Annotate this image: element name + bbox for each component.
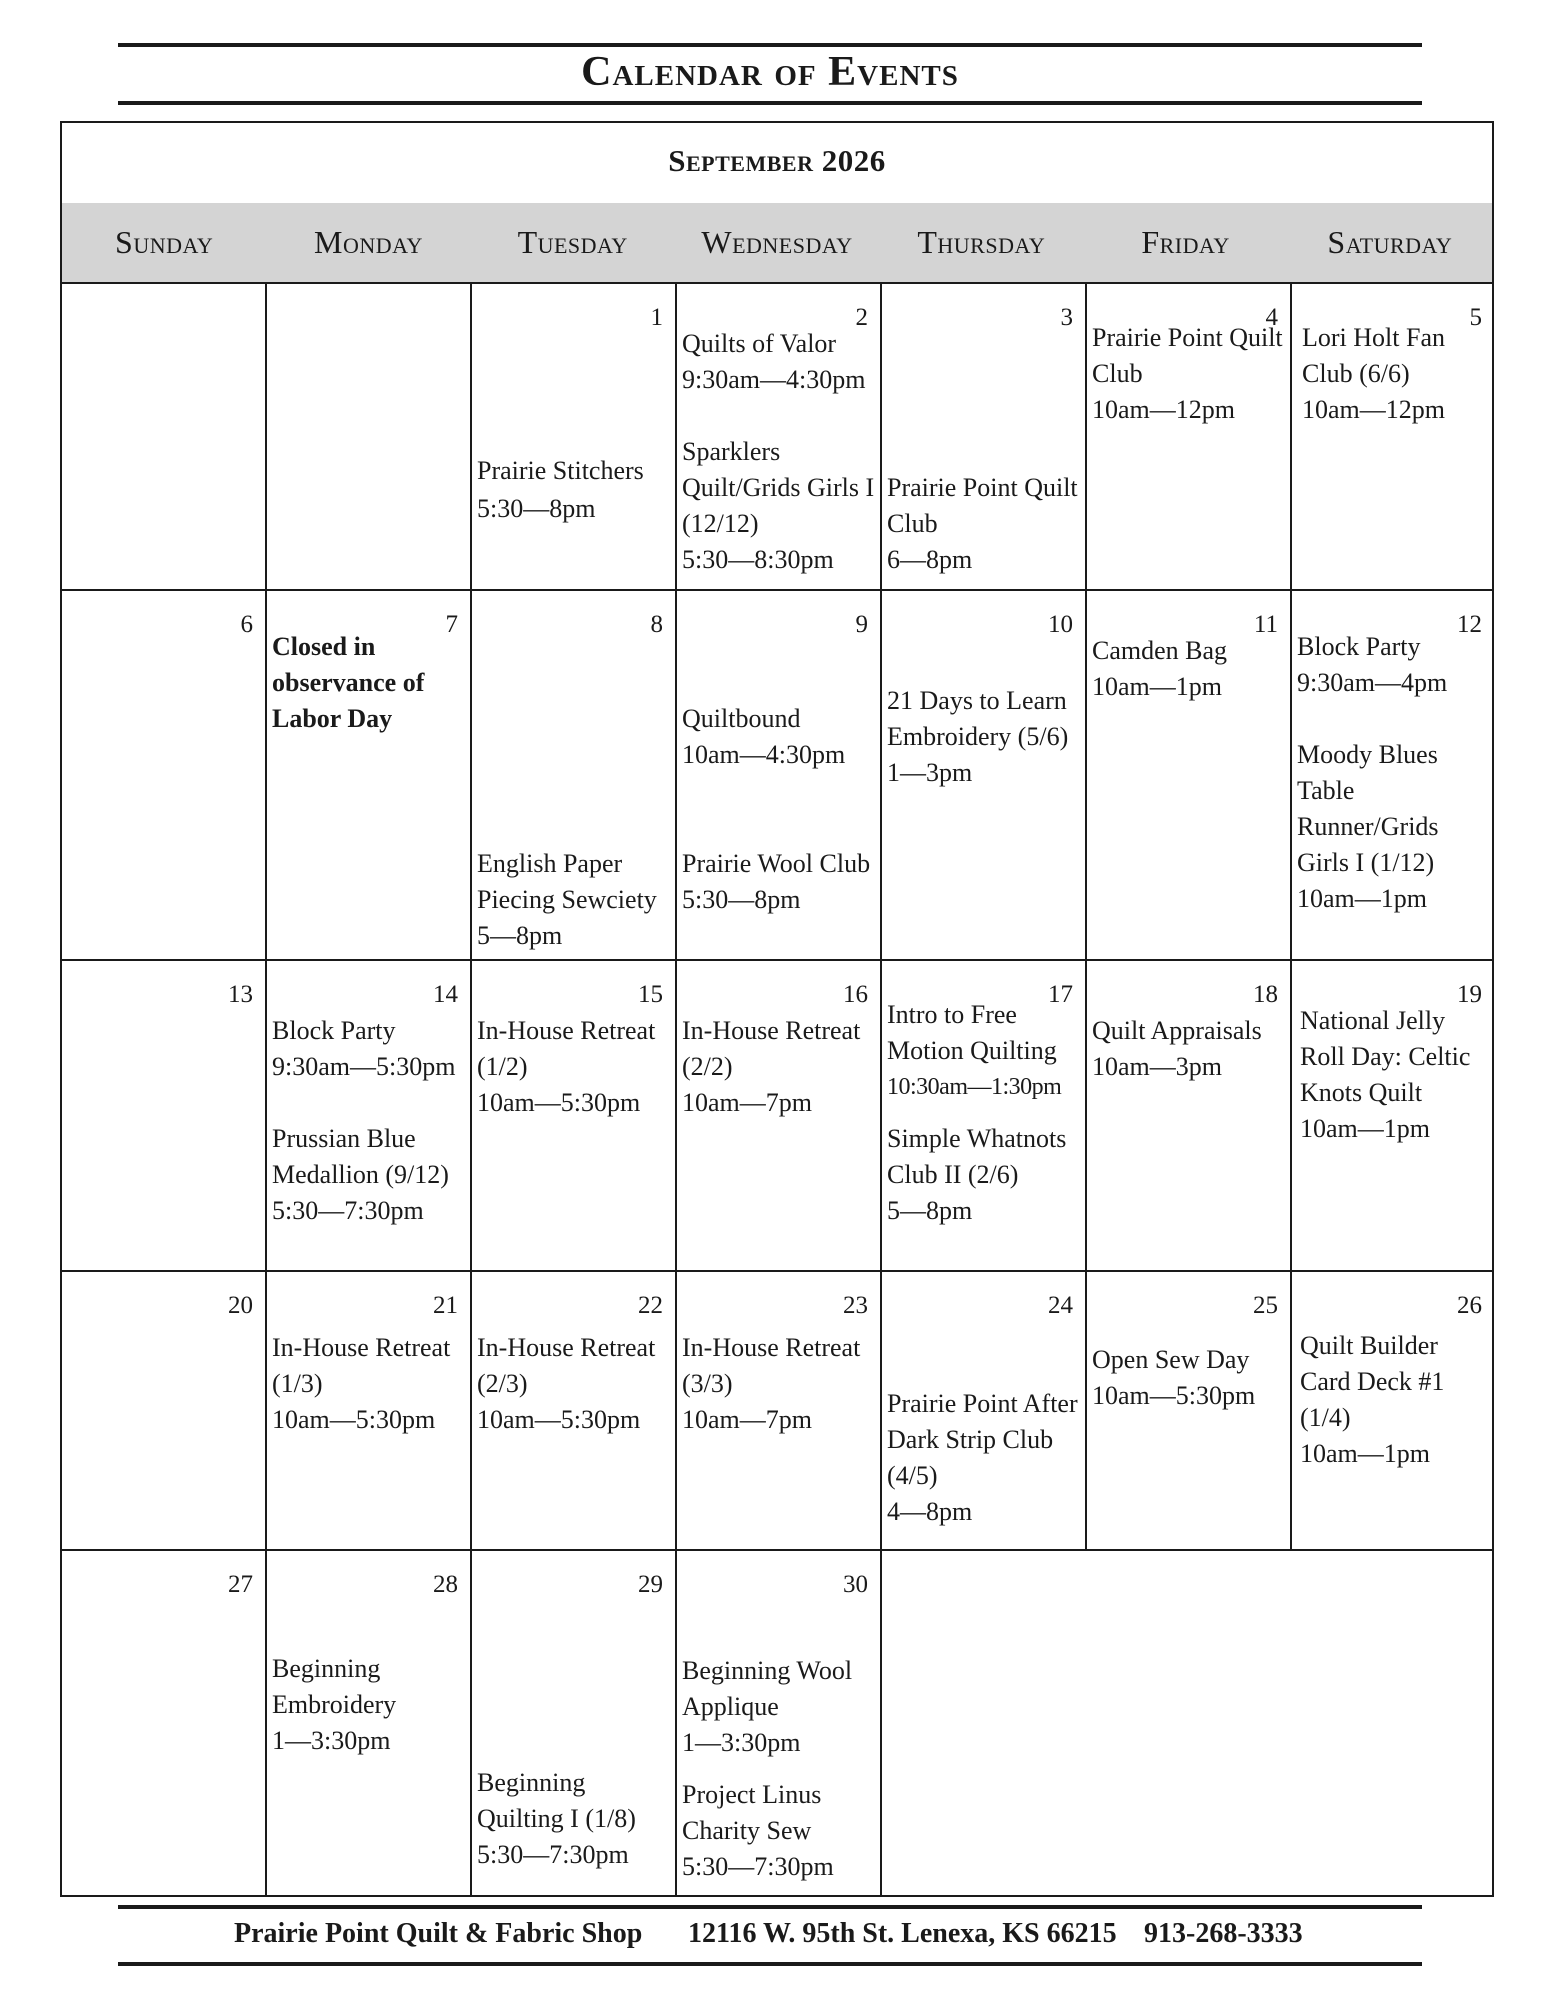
event-time: 5—8pm: [887, 1196, 973, 1225]
footer: [118, 1918, 1422, 1958]
day-number: 29: [638, 1571, 663, 1598]
event-title: Simple Whatnots Club II (2/6): [887, 1124, 1067, 1189]
event-title: In-House Retreat (2/2): [682, 1016, 861, 1081]
event-time: 10am—5:30pm: [272, 1405, 436, 1434]
event-time: 5:30—7:30pm: [477, 1840, 629, 1869]
weekday-thursday: Thursday: [917, 224, 1046, 260]
title-bottom-rule: [118, 101, 1422, 105]
day-cell-empty: [62, 284, 267, 591]
day-number: 17: [1048, 981, 1073, 1008]
weekday-monday: Monday: [313, 224, 423, 260]
day-number: 1: [650, 304, 663, 331]
footer-bottom-rule: [118, 1962, 1422, 1966]
page-title: Calendar of Events: [581, 49, 959, 95]
event: [682, 434, 876, 578]
day-cell-10: [882, 591, 1087, 961]
day-number: 13: [228, 981, 253, 1008]
day-cell-28: [267, 1551, 472, 1895]
day-cell-17: [882, 961, 1087, 1272]
event-title: Block Party: [1297, 632, 1421, 661]
event: [682, 701, 876, 773]
event-title: In-House Retreat (1/2): [477, 1016, 656, 1081]
event-title: Prairie Stitchers: [477, 456, 644, 485]
day-cell-26: [1292, 1272, 1494, 1551]
event: [272, 1121, 466, 1229]
event-title: Quilt Builder Card Deck #1 (1/4): [1300, 1331, 1445, 1432]
day-number: 18: [1253, 981, 1278, 1008]
weekday-tuesday: Tuesday: [517, 224, 628, 260]
event-time: 10am—7pm: [682, 1088, 812, 1117]
event: [1300, 1328, 1490, 1472]
event-time: 10am—4:30pm: [682, 740, 846, 769]
event: [887, 1386, 1081, 1530]
day-cell-13: [62, 961, 267, 1272]
day-cell-21: [267, 1272, 472, 1551]
day-cell-11: [1087, 591, 1292, 961]
event-time: 1—3pm: [887, 758, 973, 787]
title-top-rule: [118, 43, 1422, 47]
day-cell-16: [677, 961, 882, 1272]
event-title: Prairie Point Quilt Club: [1092, 323, 1283, 388]
day-number: 10: [1048, 611, 1073, 638]
event-title: In-House Retreat (2/3): [477, 1333, 656, 1398]
event-title: Sparklers Quilt/Grids Girls I (12/12): [682, 437, 875, 538]
event-time: 10am—5:30pm: [477, 1088, 641, 1117]
event-title: 21 Days to Learn Embroidery (5/6): [887, 686, 1069, 751]
event: [682, 1777, 876, 1885]
day-number: 27: [228, 1571, 253, 1598]
weekday-wednesday: Wednesday: [701, 224, 853, 260]
event-title: Quiltbound: [682, 704, 801, 733]
event-title: Moody Blues Table Runner/Grids Girls I (1/12): [1297, 740, 1439, 877]
event-title: Block Party: [272, 1016, 396, 1045]
event-title: Prussian Blue Medallion (9/12): [272, 1124, 449, 1189]
event-time: 4—8pm: [887, 1497, 973, 1526]
event: [477, 846, 671, 954]
day-cell-24: [882, 1272, 1087, 1551]
day-cell-15: [472, 961, 677, 1272]
event: [1092, 1342, 1286, 1414]
day-cell-empty: [267, 284, 472, 591]
day-cell-9: [677, 591, 882, 961]
event-time: 9:30am—4:30pm: [682, 365, 866, 394]
event: [682, 1013, 876, 1121]
day-number: 28: [433, 1571, 458, 1598]
calendar-grid: [60, 121, 1494, 1897]
event: [477, 1330, 671, 1438]
day-number: 25: [1253, 1292, 1278, 1319]
event-title: Closed in observance of Labor Day: [272, 632, 425, 733]
event-time: 5:30—8:30pm: [682, 545, 834, 574]
event-time: 10am—7pm: [682, 1405, 812, 1434]
event-title: National Jelly Roll Day: Celtic Knots Quilt: [1300, 1006, 1471, 1107]
event-title: Project Linus Charity Sew: [682, 1780, 822, 1845]
weekday-friday: Friday: [1141, 224, 1230, 260]
day-cell-19: [1292, 961, 1494, 1272]
day-number: 20: [228, 1292, 253, 1319]
day-cell-6: [62, 591, 267, 961]
day-number: 30: [843, 1571, 868, 1598]
event-time: 9:30am—5:30pm: [272, 1052, 456, 1081]
event-time: 10am—12pm: [1302, 395, 1445, 424]
event-title: Lori Holt Fan Club (6/6): [1302, 323, 1445, 388]
month-title: September 2026: [668, 143, 886, 178]
event-time: 10:30am—1:30pm: [887, 1074, 1062, 1100]
day-number: 12: [1457, 611, 1482, 638]
day-cell-20: [62, 1272, 267, 1551]
day-cell-25: [1087, 1272, 1292, 1551]
day-cell-2: [677, 284, 882, 591]
event: [1300, 1003, 1490, 1147]
event: [682, 1653, 876, 1761]
event: [682, 846, 876, 918]
event-time: 10am—5:30pm: [1092, 1381, 1256, 1410]
event-time: 10am—5:30pm: [477, 1405, 641, 1434]
event: [1297, 737, 1490, 917]
event-title: Prairie Point Quilt Club: [887, 473, 1078, 538]
shop-address: 12116 W. 95th St. Lenexa, KS 66215: [688, 1918, 1117, 1949]
event: [682, 326, 876, 398]
event-time: 9:30am—4pm: [1297, 668, 1448, 697]
event: [682, 1330, 876, 1438]
day-number: 5: [1469, 304, 1482, 331]
day-number: 22: [638, 1292, 663, 1319]
event-title: In-House Retreat (3/3): [682, 1333, 861, 1398]
event-time: 10am—1pm: [1092, 672, 1222, 701]
event-title: Quilts of Valor: [682, 329, 837, 358]
event: [272, 1013, 466, 1085]
weekday-sunday: Sunday: [115, 224, 214, 260]
day-number: 24: [1048, 1292, 1073, 1319]
day-cell-29: [472, 1551, 677, 1895]
event: [1092, 320, 1286, 428]
day-number: 8: [650, 611, 663, 638]
event-time: 6—8pm: [887, 545, 973, 574]
event-title: Beginning Wool Applique: [682, 1656, 853, 1721]
day-number: 16: [843, 981, 868, 1008]
day-cell-3: [882, 284, 1087, 591]
footer-top-rule: [118, 1905, 1422, 1909]
event-time: 1—3:30pm: [272, 1726, 391, 1755]
event: [477, 1765, 671, 1873]
day-cell-22: [472, 1272, 677, 1551]
event: [1092, 633, 1286, 705]
event-time: 5:30—8pm: [682, 885, 801, 914]
event: [477, 452, 671, 528]
event-time: 10am—1pm: [1300, 1439, 1430, 1468]
shop-phone: 913-268-3333: [1144, 1918, 1303, 1949]
event-time: 5:30—7:30pm: [272, 1196, 424, 1225]
day-cell-27: [62, 1551, 267, 1895]
day-number: 4: [1265, 304, 1278, 331]
shop-name: Prairie Point Quilt & Fabric Shop: [234, 1918, 643, 1949]
event: [272, 629, 466, 737]
day-cell-5: [1292, 284, 1494, 591]
day-cell-8: [472, 591, 677, 961]
day-number: 23: [843, 1292, 868, 1319]
event: [1092, 1013, 1286, 1085]
event-title: Open Sew Day: [1092, 1345, 1250, 1374]
event-title: In-House Retreat (1/3): [272, 1333, 451, 1398]
day-cell-7: [267, 591, 472, 961]
day-number: 26: [1457, 1292, 1482, 1319]
day-number: 21: [433, 1292, 458, 1319]
event-time: 10am—1pm: [1297, 884, 1427, 913]
event-title: Prairie Wool Club: [682, 849, 871, 878]
event: [272, 1330, 466, 1438]
day-cell-18: [1087, 961, 1292, 1272]
event: [272, 1651, 466, 1759]
day-number: 6: [240, 611, 253, 638]
event: [1297, 629, 1490, 701]
event: [887, 683, 1081, 791]
event-time: 10am—12pm: [1092, 395, 1235, 424]
event: [887, 470, 1081, 578]
event-title: Beginning Embroidery: [272, 1654, 397, 1719]
day-number: 19: [1457, 981, 1482, 1008]
event-time: 5:30—7:30pm: [682, 1852, 834, 1881]
day-number: 11: [1253, 611, 1278, 638]
day-cell-1: [472, 284, 677, 591]
event: [477, 1013, 671, 1121]
day-number: 7: [445, 611, 458, 638]
event-title: Prairie Point After Dark Strip Club (4/5): [887, 1389, 1078, 1490]
event-title: Camden Bag: [1092, 636, 1228, 665]
event: [887, 1121, 1081, 1229]
day-number: 2: [855, 304, 868, 331]
event-time: 5:30—8pm: [477, 494, 596, 523]
event-time: 10am—1pm: [1300, 1114, 1430, 1143]
day-cell-4: [1087, 284, 1292, 591]
event: [1302, 320, 1490, 428]
weekday-header: [62, 203, 1492, 284]
event-title: Intro to Free Motion Quilting: [887, 1000, 1057, 1065]
event-title: Quilt Appraisals: [1092, 1016, 1262, 1045]
weekday-saturday: Saturday: [1327, 224, 1453, 260]
day-number: 14: [433, 981, 458, 1008]
event-time: 10am—3pm: [1092, 1052, 1222, 1081]
day-cell-30: [677, 1551, 882, 1895]
event-title: English Paper Piecing Sewciety: [477, 849, 657, 914]
day-cell-14: [267, 961, 472, 1272]
event-time: 1—3:30pm: [682, 1728, 801, 1757]
event: [887, 997, 1081, 1105]
event-title: Beginning Quilting I (1/8): [477, 1768, 636, 1833]
day-cell-12: [1292, 591, 1494, 961]
day-number: 15: [638, 981, 663, 1008]
event-time: 5—8pm: [477, 921, 563, 950]
day-number: 3: [1060, 304, 1073, 331]
day-cell-23: [677, 1272, 882, 1551]
day-number: 9: [855, 611, 868, 638]
